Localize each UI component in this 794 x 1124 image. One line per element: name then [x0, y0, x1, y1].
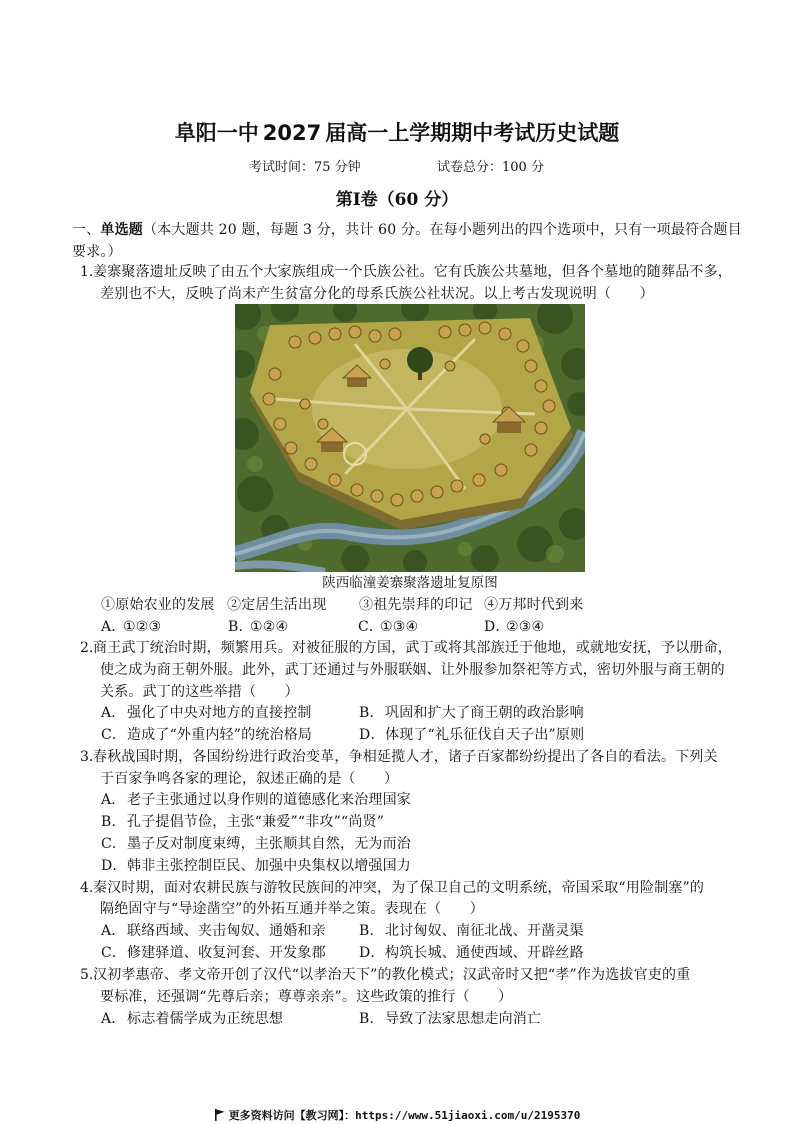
footer-link[interactable]: 更多资料访问【教习网】：https://www.51jiaoxi.com/u/2195370 — [228, 1109, 581, 1122]
option-a — [101, 618, 161, 636]
option-b — [359, 704, 584, 722]
statement-item: ④万邦时代到来 — [484, 597, 584, 613]
option-letter: B． — [359, 705, 384, 721]
question-stem-line: 差别也不大，反映了尚未产生贫富分化的母系氏族公社状况。以上考古发现说明（ ） — [100, 286, 654, 302]
question-stem-line: 春秋战国时期，各国纷纷进行政治变革，争相延揽人才，诸子百家都纷纷提出了各自的看法。下列关 — [93, 749, 718, 765]
question-number: 4. — [80, 880, 94, 896]
option-text: 构筑长城、通使西域、开辟丝路 — [385, 945, 584, 961]
option-b — [359, 922, 584, 940]
title-rest: 届高一上学期期中考试历史试题 — [325, 120, 620, 145]
option-d — [101, 857, 411, 875]
option-text: 标志着儒学成为正统思想 — [127, 1011, 284, 1027]
option-letter: A． — [101, 792, 126, 808]
option-b — [101, 813, 384, 831]
question-stem-line: 关系。武丁的这些举措（ ） — [100, 684, 299, 700]
option-text: 强化了中央对地方的直接控制 — [127, 705, 312, 721]
settlement-illustration — [235, 304, 585, 572]
option-text: 造成了“外重内轻”的统治格局 — [127, 727, 313, 743]
option-text: 老子主张通过以身作则的道德感化来治理国家 — [127, 792, 411, 808]
option-letter: C． — [101, 945, 127, 961]
instructions-text: （本大题共 20 题，每题 3 分，共计 60 分。在每小题列出的四个选项中，只有一项最符合题目 — [143, 222, 742, 238]
option-text: 墨子反对制度束缚，主张顺其自然，无为而治 — [127, 836, 411, 852]
question-stem-line: 隔绝固守与“导途凿空”的外拓互通并举之策。表现在（ ） — [100, 901, 484, 917]
option-d — [359, 726, 584, 744]
option-letter: D． — [101, 858, 127, 874]
option-a — [101, 1010, 283, 1028]
option-a — [101, 791, 411, 809]
question-stem-line: 汉初孝惠帝、孝文帝开创了汉代“以孝治天下”的教化模式；汉武帝时又把“孝”作为选拔官吏的重 — [93, 967, 691, 983]
option-b — [228, 618, 288, 636]
settlement-illustration-svg — [235, 304, 585, 572]
option-letter: D． — [359, 727, 385, 743]
question-stem-line: 要标准，还强调“先尊后亲；尊尊亲亲”。这些政策的推行（ ） — [100, 989, 513, 1005]
instructions-line-1 — [72, 221, 742, 239]
instructions-prefix: 一、 — [72, 222, 101, 238]
statement-item: ②定居生活出现 — [227, 597, 327, 613]
option-letter: A． — [101, 705, 126, 721]
option-letter: B． — [101, 814, 126, 830]
option-letter: D． — [484, 619, 510, 635]
option-letter: A． — [101, 1011, 126, 1027]
question-number: 5. — [80, 967, 94, 983]
option-c — [358, 618, 418, 636]
figure-caption: 陕西临潼姜寨聚落遗址复原图 — [322, 575, 498, 591]
option-a — [101, 922, 326, 940]
exam-time: 考试时间：75 分钟 — [249, 160, 361, 175]
question-stem-line: 姜寨聚落遗址反映了由五个大家族组成一个氏族公社。它有氏族公共墓地，但各个墓地的随葬品不多， — [93, 264, 732, 280]
option-text: ①②③ — [123, 619, 162, 635]
option-letter: C． — [101, 836, 127, 852]
page-title — [0, 120, 794, 146]
option-d — [484, 618, 544, 636]
option-c — [101, 835, 411, 853]
question-number: 1. — [80, 264, 94, 280]
title-year: 2027 — [262, 121, 322, 145]
option-c — [101, 726, 312, 744]
statement-item: ①原始农业的发展 — [101, 597, 215, 613]
question-stem-line: 于百家争鸣各家的理论，叙述正确的是（ ） — [100, 771, 399, 787]
option-letter: D． — [359, 945, 385, 961]
option-letter: A． — [101, 619, 126, 635]
option-text: 孔子提倡节俭，主张“兼爱”“非攻”“尚贤” — [127, 814, 385, 830]
option-c — [101, 944, 326, 962]
option-letter: B． — [228, 619, 253, 635]
question-number: 3. — [80, 749, 94, 765]
option-text: 修建驿道、收复河套、开发象郡 — [127, 945, 326, 961]
option-text: 导致了法家思想走向消亡 — [385, 1011, 542, 1027]
total-score: 试卷总分：100 分 — [437, 160, 544, 175]
option-text: 巩固和扩大了商王朝的政治影响 — [385, 705, 584, 721]
option-text: ②③④ — [506, 619, 545, 635]
question-stem-line: 商王武丁统治时期，频繁用兵。对被征服的方国，武丁或将其部族迁于他地，或就地安抚，予以册命， — [93, 640, 732, 656]
title-school: 阜阳一中 — [174, 120, 259, 145]
option-text: 北讨匈奴、南征北战、开凿灵渠 — [385, 923, 584, 939]
statement-item: ③祖先崇拜的印记 — [359, 597, 473, 613]
question-stem-line: 使之成为商王朝外服。此外，武丁还通过与外服联姻、让外服参加祭祀等方式，密切外服与商王朝的 — [100, 662, 725, 678]
question-stem-line: 秦汉时期，面对农耕民族与游牧民族间的冲突，为了保卫自己的文明系统，帝国采取“用险制塞”的 — [93, 880, 705, 896]
footer — [0, 1108, 794, 1124]
option-text: 体现了“礼乐征伐自天子出”原则 — [385, 727, 585, 743]
option-letter: C． — [358, 619, 384, 635]
instructions-line-2: 要求。） — [72, 244, 122, 260]
option-text: ①③④ — [380, 619, 419, 635]
option-letter: A． — [101, 923, 126, 939]
instructions-type: 单选题 — [100, 222, 144, 238]
option-b — [359, 1010, 541, 1028]
option-text: ①②④ — [250, 619, 289, 635]
option-letter: C． — [101, 727, 127, 743]
option-letter: B． — [359, 1011, 384, 1027]
question-number: 2. — [80, 640, 94, 656]
section-heading: 第Ⅰ卷（60 分） — [335, 190, 459, 210]
flag-icon — [214, 1109, 225, 1121]
option-d — [359, 944, 584, 962]
option-a — [101, 704, 312, 722]
option-text: 联络西域、夹击匈奴、通婚和亲 — [127, 923, 326, 939]
option-letter: B． — [359, 923, 384, 939]
option-text: 韩非主张控制臣民、加强中央集权以增强国力 — [127, 858, 411, 874]
